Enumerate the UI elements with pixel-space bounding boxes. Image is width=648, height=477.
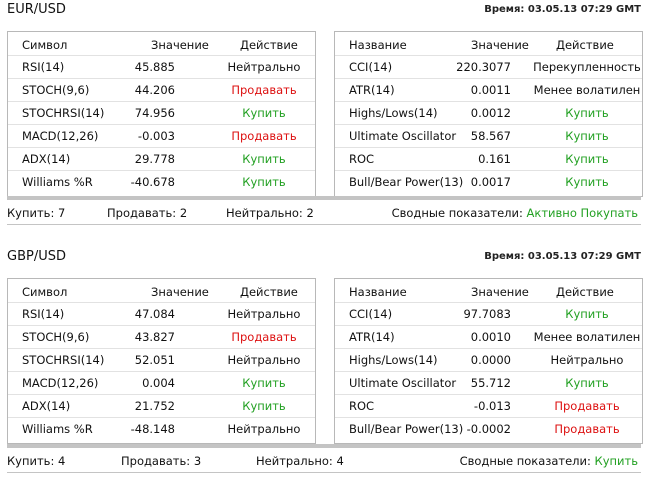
table-row: [335, 55, 642, 79]
summary-overall: [392, 206, 638, 220]
indicator-action: Продавать: [231, 83, 297, 97]
indicator-name: ADX(14): [22, 152, 71, 166]
table-row: [8, 394, 315, 418]
table-row: [8, 147, 315, 171]
table-header-row: [8, 279, 315, 303]
indicator-value: -0.013: [473, 399, 511, 413]
indicator-name: ADX(14): [22, 399, 71, 413]
table-row: [8, 78, 315, 102]
indicator-name: Bull/Bear Power(13): [349, 175, 464, 189]
indicator-name: Williams %R: [22, 175, 93, 189]
indicator-name: Ultimate Oscillator: [349, 376, 457, 390]
indicator-action: Купить: [242, 106, 286, 120]
time-value: 03.05.13 07:29 GMT: [527, 4, 641, 15]
col-header-value: Значение: [151, 38, 209, 52]
indicator-name: CCI(14): [349, 307, 393, 321]
indicator-name: CCI(14): [349, 60, 393, 74]
table-row: [335, 170, 642, 193]
indicator-value: 43.827: [134, 330, 175, 344]
indicator-action: Купить: [565, 307, 609, 321]
indicators-table-left: [7, 278, 316, 444]
col-header-symbol: Символ: [22, 285, 68, 299]
col-header-action: Действие: [556, 38, 614, 52]
time-label: Время:: [484, 251, 525, 262]
indicator-action: Купить: [565, 376, 609, 390]
table-row: [335, 348, 642, 372]
indicator-name: MACD(12,26): [22, 376, 99, 390]
col-header-symbol: Символ: [22, 38, 68, 52]
indicator-action: Нейтрально: [227, 307, 301, 321]
table-row: [8, 348, 315, 372]
indicator-value: 0.0010: [470, 330, 511, 344]
table-row: [335, 302, 642, 326]
summary-overall-value: Купить: [594, 454, 638, 468]
indicator-name: Ultimate Oscillator: [349, 129, 457, 143]
table-header-row: [335, 279, 642, 303]
indicator-name: STOCHRSI(14): [22, 106, 105, 120]
indicator-name: Williams %R: [22, 422, 93, 436]
table-row: [8, 170, 315, 193]
indicator-value: 0.0000: [470, 353, 511, 367]
summary-buy-count: Купить: 4: [7, 454, 66, 468]
table-row: [8, 124, 315, 148]
indicator-name: MACD(12,26): [22, 129, 99, 143]
indicator-value: -0.0002: [466, 422, 511, 436]
indicator-value: 29.778: [134, 152, 175, 166]
indicator-action: Купить: [242, 376, 286, 390]
col-header-action: Действие: [240, 38, 298, 52]
table-row: [335, 417, 642, 440]
table-header-row: [8, 32, 315, 56]
timestamp: [484, 251, 641, 262]
pair-title: GBP/USD: [7, 249, 66, 264]
indicator-name: STOCH(9,6): [22, 83, 90, 97]
col-header-value: Значение: [471, 38, 529, 52]
summary-neutral-count: Нейтрально: 4: [256, 454, 344, 468]
indicator-value: 55.712: [470, 376, 511, 390]
indicator-name: ROC: [349, 152, 375, 166]
block-header: [0, 0, 648, 20]
col-header-action: Действие: [556, 285, 614, 299]
col-header-action: Действие: [240, 285, 298, 299]
indicator-action: Купить: [565, 175, 609, 189]
indicator-action: Продавать: [554, 399, 620, 413]
indicator-action: Купить: [565, 106, 609, 120]
summary-sell-count: Продавать: 3: [121, 454, 202, 468]
table-row: [335, 124, 642, 148]
indicator-name: Highs/Lows(14): [349, 106, 438, 120]
indicator-value: -48.148: [130, 422, 175, 436]
indicator-action: Купить: [565, 129, 609, 143]
indicator-action: Менее волатилен: [533, 83, 641, 97]
indicator-action: Нейтрально: [227, 353, 301, 367]
table-header-row: [335, 32, 642, 56]
table-row: [335, 101, 642, 125]
summary-bar: [7, 196, 641, 225]
table-row: [8, 371, 315, 395]
time-value: 03.05.13 07:29 GMT: [527, 251, 641, 262]
indicator-value: 44.206: [134, 83, 175, 97]
indicator-value: -0.003: [137, 129, 175, 143]
summary-sell-count: Продавать: 2: [107, 206, 188, 220]
indicator-value: 45.885: [134, 60, 175, 74]
indicator-value: 74.956: [134, 106, 175, 120]
indicator-value: 21.752: [134, 399, 175, 413]
indicator-action: Купить: [242, 152, 286, 166]
indicators-table-right: [334, 278, 643, 444]
indicator-action: Менее волатилен: [533, 330, 641, 344]
indicator-value: 0.0012: [470, 106, 511, 120]
indicator-action: Нейтрально: [227, 60, 301, 74]
indicator-action: Нейтрально: [227, 422, 301, 436]
time-label: Время:: [484, 4, 525, 15]
summary-buy-count: Купить: 7: [7, 206, 66, 220]
timestamp: [484, 4, 641, 15]
table-row: [335, 325, 642, 349]
indicator-value: 0.004: [142, 376, 175, 390]
indicator-value: 97.7083: [463, 307, 511, 321]
indicator-value: 0.161: [478, 152, 511, 166]
indicator-value: 47.084: [134, 307, 175, 321]
summary-overall-value: Активно Покупать: [526, 206, 638, 220]
col-header-name: Название: [349, 38, 407, 52]
indicator-value: -40.678: [130, 175, 175, 189]
table-row: [8, 302, 315, 326]
indicators-table-left: [7, 31, 316, 197]
indicator-value: 220.3077: [456, 60, 511, 74]
indicator-name: ROC: [349, 399, 375, 413]
summary-overall-label: Сводные показатели:: [391, 206, 523, 220]
indicator-action: Купить: [242, 399, 286, 413]
indicator-action: Купить: [565, 152, 609, 166]
table-row: [335, 371, 642, 395]
indicator-action: Продавать: [554, 422, 620, 436]
summary-overall: [460, 454, 638, 468]
indicator-name: STOCH(9,6): [22, 330, 90, 344]
indicator-name: STOCHRSI(14): [22, 353, 105, 367]
table-row: [8, 55, 315, 79]
table-row: [335, 394, 642, 418]
table-row: [335, 147, 642, 171]
summary-bar: [7, 444, 641, 473]
summary-overall-label: Сводные показатели:: [459, 454, 591, 468]
col-header-value: Значение: [151, 285, 209, 299]
block-header: [0, 247, 648, 267]
col-header-name: Название: [349, 285, 407, 299]
col-header-value: Значение: [471, 285, 529, 299]
table-row: [8, 417, 315, 440]
pair-title: EUR/USD: [7, 2, 66, 17]
indicator-action: Перекупленность: [533, 60, 641, 74]
indicator-name: ATR(14): [349, 330, 395, 344]
indicator-name: Highs/Lows(14): [349, 353, 438, 367]
indicator-action: Нейтрально: [550, 353, 624, 367]
indicator-action: Продавать: [231, 330, 297, 344]
indicator-name: RSI(14): [22, 60, 65, 74]
indicator-value: 0.0011: [470, 83, 511, 97]
summary-neutral-count: Нейтрально: 2: [226, 206, 314, 220]
indicator-value: 58.567: [470, 129, 511, 143]
indicator-value: 0.0017: [470, 175, 511, 189]
indicator-name: RSI(14): [22, 307, 65, 321]
table-row: [8, 325, 315, 349]
indicator-name: ATR(14): [349, 83, 395, 97]
table-row: [8, 101, 315, 125]
indicators-table-right: [334, 31, 643, 197]
indicator-value: 52.051: [134, 353, 175, 367]
table-row: [335, 78, 642, 102]
indicator-action: Продавать: [231, 129, 297, 143]
indicator-action: Купить: [242, 175, 286, 189]
indicator-name: Bull/Bear Power(13): [349, 422, 464, 436]
